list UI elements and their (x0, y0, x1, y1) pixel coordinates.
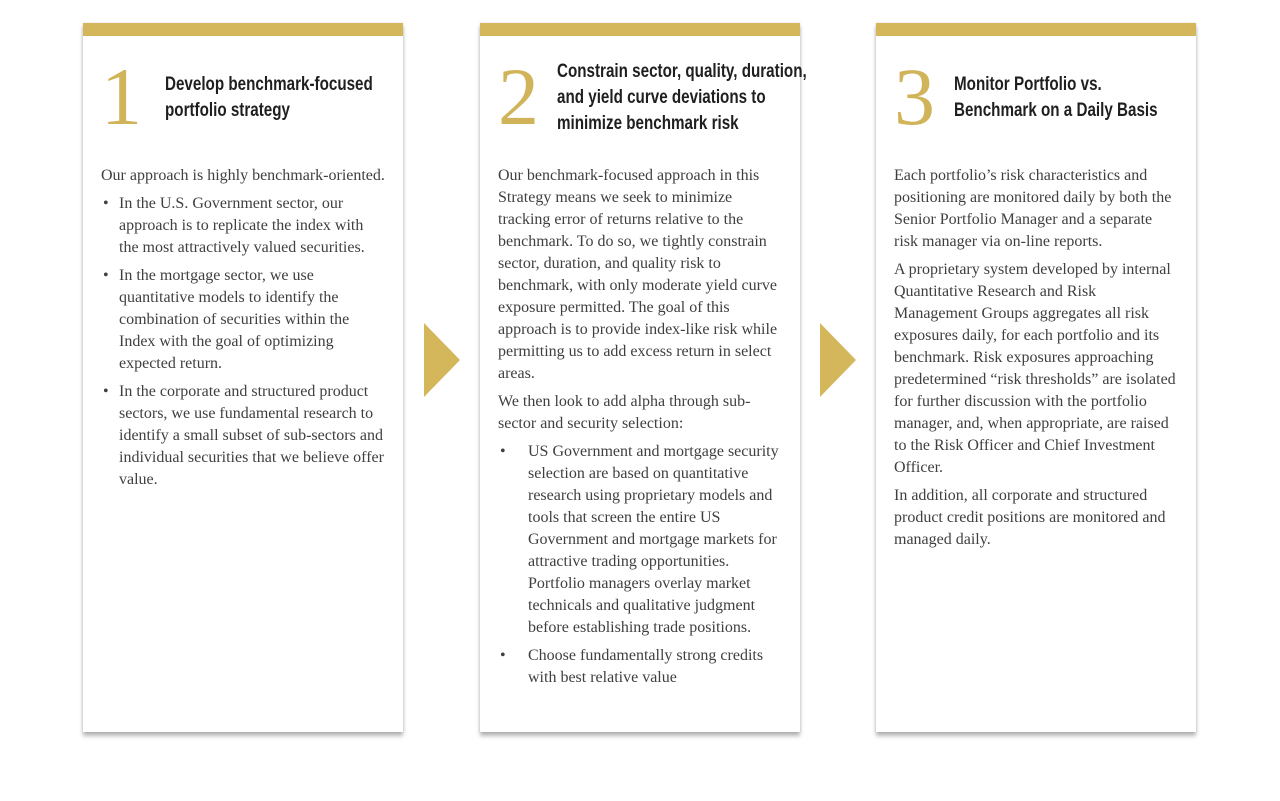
step-card-1 (83, 23, 403, 732)
list-item: • In the corporate and structured product sectors, we use fundamental research to identify a small subset of sub-sectors and individual securities that we believe offer value. (101, 381, 385, 491)
step-title (557, 59, 807, 137)
card-body (83, 158, 403, 491)
intro-text: Our benchmark-focused approach in this Strategy means we seek to minimize tracking error of returns relative to the benchmark. To do so, we tightly constrain sector, duration, and quality risk to benchmark, with only moderate yield curve exposure permitted. The goal of this approach is to provide index-like risk while permitting us to add excess return in select areas. (498, 167, 778, 382)
card-accent-bar (876, 23, 1196, 36)
step-title (165, 72, 373, 124)
chevron-right-icon (820, 323, 856, 397)
card-accent-bar (480, 23, 800, 36)
card-header (83, 36, 403, 158)
step-number: 3 (894, 51, 935, 142)
step-card-3 (876, 23, 1196, 732)
card-header (480, 36, 807, 158)
step-title-line: and yield curve deviations to (557, 87, 766, 108)
paragraph: A proprietary system developed by internal Quantitative Research and Risk Management Groups aggregates all risk exposures daily, for each portfolio and its benchmark. Risk exposures approaching predetermined “risk thresholds” are isolated for further discussion with the portfolio manager, and, when appropriate, are raised to the Risk Officer and Chief Investment Officer. (894, 261, 1176, 476)
chevron-right-icon (424, 323, 460, 397)
step-number: 1 (101, 51, 142, 142)
card-header (876, 36, 1196, 158)
intro-text-2: We then look to add alpha through sub-sector and security selection: (498, 393, 751, 432)
list-item: • Choose fundamentally strong credits with best relative value (498, 645, 782, 689)
step-title-line: Monitor Portfolio vs. (954, 74, 1102, 95)
step-title-line: minimize benchmark risk (557, 113, 739, 134)
step-number: 2 (498, 51, 539, 142)
bullet-list (498, 441, 782, 689)
list-item: • In the mortgage sector, we use quantitative models to identify the combination of securities within the Index with the goal of optimizing expected return. (101, 265, 385, 375)
bullet-list (101, 193, 385, 491)
step-title-line: Constrain sector, quality, duration, (557, 61, 807, 82)
intro-text: Our approach is highly benchmark-oriented. (101, 167, 385, 184)
step-card-2 (480, 23, 807, 732)
list-item: • In the U.S. Government sector, our approach is to replicate the index with the most attractively valued securities. (101, 193, 385, 259)
paragraph: Each portfolio’s risk characteristics and positioning are monitored daily by both the Senior Portfolio Manager and a separate risk manager via on-line reports. (894, 167, 1172, 250)
step-title (954, 72, 1158, 124)
card-body (876, 158, 1196, 551)
paragraph: In addition, all corporate and structured product credit positions are monitored and managed daily. (894, 487, 1166, 548)
card-body (480, 158, 800, 689)
list-item: • US Government and mortgage security selection are based on quantitative research using proprietary models and tools that screen the entire US Government and mortgage markets for attractive trading opportunities. Portfolio managers overlay market technicals and qualitative judgment before establishing trade positions. (498, 441, 782, 639)
card-accent-bar (83, 23, 403, 36)
step-title-line: portfolio strategy (165, 100, 290, 121)
step-title-line: Benchmark on a Daily Basis (954, 100, 1158, 121)
step-title-line: Develop benchmark-focused (165, 74, 373, 95)
